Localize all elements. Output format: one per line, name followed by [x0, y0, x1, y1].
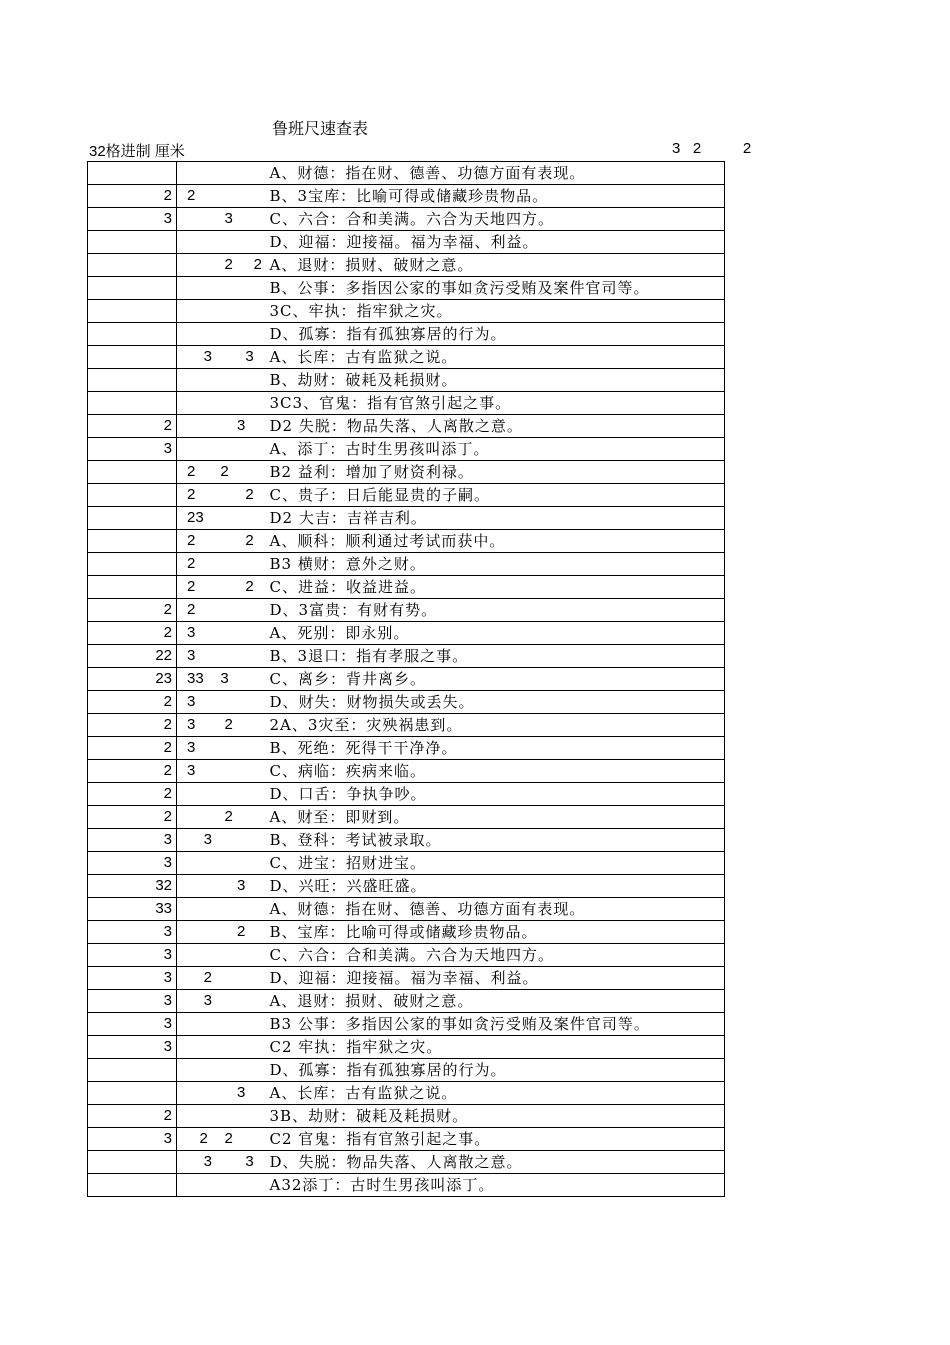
table-cell-c3: B2 益利：增加了财资利禄。	[267, 461, 725, 484]
table-cell-c1: 3	[88, 944, 177, 967]
table-row	[88, 231, 725, 254]
table-cell-c2: 3 3	[177, 1151, 267, 1174]
table-row	[88, 369, 725, 392]
table-row	[88, 1036, 725, 1059]
table-cell-c1	[88, 346, 177, 369]
table-row	[88, 737, 725, 760]
table-row	[88, 300, 725, 323]
table-cell-c3: D、迎福：迎接福。福为幸福、利益。	[267, 231, 725, 254]
table-cell-c1	[88, 392, 177, 415]
table-row	[88, 875, 725, 898]
table-cell-c1: 2	[88, 599, 177, 622]
table-cell-c2	[177, 1174, 267, 1197]
table-row	[88, 507, 725, 530]
table-cell-c1: 3	[88, 990, 177, 1013]
table-cell-c2: 3	[177, 622, 267, 645]
table-cell-c1: 2	[88, 1105, 177, 1128]
table-cell-c3: A、长库：古有监狱之说。	[267, 346, 725, 369]
table-cell-c3: C、进益：收益进益。	[267, 576, 725, 599]
table-cell-c3: 2A、3灾至：灾殃祸患到。	[267, 714, 725, 737]
table-row	[88, 1128, 725, 1151]
table-cell-c2: 3	[177, 760, 267, 783]
table-cell-c3: C、六合：合和美满。六合为天地四方。	[267, 944, 725, 967]
table-cell-c1: 2	[88, 783, 177, 806]
table-cell-c1	[88, 576, 177, 599]
table-cell-c3: A、财德：指在财、德善、功德方面有表现。	[267, 898, 725, 921]
table-cell-c3: A、添丁：古时生男孩叫添丁。	[267, 438, 725, 461]
table-cell-c3: A、退财：损财、破财之意。	[267, 254, 725, 277]
table-row	[88, 852, 725, 875]
table-cell-c2: 3	[177, 737, 267, 760]
table-cell-c2: 2	[177, 806, 267, 829]
table-cell-c1	[88, 553, 177, 576]
table-cell-c2: 2	[177, 967, 267, 990]
table-row	[88, 438, 725, 461]
table-cell-c1: 2	[88, 691, 177, 714]
table-cell-c2: 3	[177, 829, 267, 852]
table-cell-c2: 2 2	[177, 461, 267, 484]
table-cell-c2: 3	[177, 415, 267, 438]
table-cell-c2: 3	[177, 990, 267, 1013]
table-cell-c3: B、劫财：破耗及耗损财。	[267, 369, 725, 392]
table-cell-c1: 23	[88, 668, 177, 691]
table-cell-c3: A32添丁：古时生男孩叫添丁。	[267, 1174, 725, 1197]
table-cell-c1: 3	[88, 921, 177, 944]
table-cell-c2	[177, 1059, 267, 1082]
table-cell-c1: 3	[88, 1128, 177, 1151]
table-cell-c1	[88, 231, 177, 254]
table-cell-c2	[177, 1013, 267, 1036]
luban-table	[87, 161, 725, 1197]
table-cell-c3: A、死别：即永别。	[267, 622, 725, 645]
table-cell-c1: 3	[88, 208, 177, 231]
table-cell-c2	[177, 1036, 267, 1059]
table-cell-c2: 2	[177, 553, 267, 576]
table-row	[88, 576, 725, 599]
table-cell-c2: 23	[177, 507, 267, 530]
table-cell-c3: B、登科：考试被录取。	[267, 829, 725, 852]
table-cell-c3: B、3宝库：比喻可得或储藏珍贵物品。	[267, 185, 725, 208]
table-cell-c2	[177, 277, 267, 300]
table-cell-c2	[177, 898, 267, 921]
table-cell-c2: 3	[177, 208, 267, 231]
table-cell-c3: D、兴旺：兴盛旺盛。	[267, 875, 725, 898]
table-cell-c3: D、财失：财物损失或丢失。	[267, 691, 725, 714]
table-cell-c2: 33 3	[177, 668, 267, 691]
table-cell-c2	[177, 392, 267, 415]
table-cell-c1: 22	[88, 645, 177, 668]
table-cell-c3: A、财德：指在财、德善、功德方面有表现。	[267, 162, 725, 185]
table-cell-c1: 2	[88, 622, 177, 645]
table-cell-c2: 3	[177, 1082, 267, 1105]
table-cell-c1	[88, 507, 177, 530]
table-row	[88, 714, 725, 737]
table-cell-c1	[88, 300, 177, 323]
table-cell-c1	[88, 484, 177, 507]
table-row	[88, 277, 725, 300]
table-cell-c1: 32	[88, 875, 177, 898]
table-cell-c3: C2 官鬼：指有官煞引起之事。	[267, 1128, 725, 1151]
table-cell-c3: B、宝库：比喻可得或储藏珍贵物品。	[267, 921, 725, 944]
table-cell-c2	[177, 783, 267, 806]
table-cell-c3: D2 失脱：物品失落、人离散之意。	[267, 415, 725, 438]
table-cell-c1: 2	[88, 714, 177, 737]
table-cell-c3: B、公事：多指因公家的事如贪污受贿及案件官司等。	[267, 277, 725, 300]
table-cell-c1	[88, 323, 177, 346]
table-row	[88, 346, 725, 369]
table-row	[88, 944, 725, 967]
table-row	[88, 829, 725, 852]
table-cell-c3: A、顺科：顺利通过考试而获中。	[267, 530, 725, 553]
table-cell-c1: 3	[88, 1036, 177, 1059]
table-cell-c2	[177, 944, 267, 967]
table-row	[88, 1151, 725, 1174]
table-cell-c3: C、六合：合和美满。六合为天地四方。	[267, 208, 725, 231]
table-cell-c2: 3	[177, 691, 267, 714]
table-cell-c2: 2	[177, 599, 267, 622]
table-row	[88, 806, 725, 829]
table-row	[88, 990, 725, 1013]
table-cell-c2: 2	[177, 921, 267, 944]
table-cell-c3: C、贵子：日后能显贵的子嗣。	[267, 484, 725, 507]
table-cell-c3: D、迎福：迎接福。福为幸福、利益。	[267, 967, 725, 990]
table-cell-c3: B、3退口：指有孝服之事。	[267, 645, 725, 668]
table-cell-c3: A、长库：古有监狱之说。	[267, 1082, 725, 1105]
table-cell-c2: 2 2	[177, 484, 267, 507]
table-cell-c2: 2 2	[177, 1128, 267, 1151]
table-cell-c1	[88, 277, 177, 300]
table-row	[88, 484, 725, 507]
table-cell-c2: 3 3	[177, 346, 267, 369]
table-cell-c2: 3	[177, 645, 267, 668]
table-cell-c3: C、进宝：招财进宝。	[267, 852, 725, 875]
table-cell-c1: 2	[88, 185, 177, 208]
table-row	[88, 185, 725, 208]
table-cell-c3: B、死绝：死得干干净净。	[267, 737, 725, 760]
table-cell-c3: 3C3、官鬼：指有官煞引起之事。	[267, 392, 725, 415]
table-cell-c1	[88, 1082, 177, 1105]
table-cell-c2	[177, 852, 267, 875]
table-cell-c3: B3 公事：多指因公家的事如贪污受贿及案件官司等。	[267, 1013, 725, 1036]
table-row	[88, 530, 725, 553]
table-cell-c3: A、退财：损财、破财之意。	[267, 990, 725, 1013]
table-row	[88, 783, 725, 806]
table-cell-c2: 3	[177, 875, 267, 898]
table-row	[88, 1013, 725, 1036]
header-numbers: 3 2 2	[672, 140, 752, 157]
table-cell-c3: C、离乡：背井离乡。	[267, 668, 725, 691]
table-row	[88, 461, 725, 484]
table-cell-c1	[88, 369, 177, 392]
table-cell-c1: 3	[88, 1013, 177, 1036]
table-row	[88, 1174, 725, 1197]
table-row	[88, 622, 725, 645]
table-cell-c3: C2 牢执：指牢狱之灾。	[267, 1036, 725, 1059]
table-row	[88, 208, 725, 231]
table-row	[88, 599, 725, 622]
table-cell-c1	[88, 461, 177, 484]
table-cell-c3: D、3富贵：有财有势。	[267, 599, 725, 622]
table-cell-c3: A、财至：即财到。	[267, 806, 725, 829]
table-row	[88, 1105, 725, 1128]
table-cell-c2	[177, 1105, 267, 1128]
table-row	[88, 668, 725, 691]
table-cell-c3: D、孤寡：指有孤独寡居的行为。	[267, 1059, 725, 1082]
table-cell-c2	[177, 369, 267, 392]
table-cell-c2: 2	[177, 185, 267, 208]
table-cell-c2	[177, 323, 267, 346]
table-cell-c3: D、口舌：争执争吵。	[267, 783, 725, 806]
table-cell-c1: 2	[88, 737, 177, 760]
table-cell-c1	[88, 530, 177, 553]
unit-label: 32格进制 厘米	[89, 143, 185, 160]
table-row	[88, 1082, 725, 1105]
table-row	[88, 760, 725, 783]
table-row	[88, 1059, 725, 1082]
table-cell-c2: 3 2	[177, 714, 267, 737]
table-cell-c2	[177, 438, 267, 461]
table-row	[88, 645, 725, 668]
table-cell-c2: 2 2	[177, 576, 267, 599]
table-cell-c2	[177, 231, 267, 254]
table-row	[88, 691, 725, 714]
table-row	[88, 162, 725, 185]
page-title: 鲁班尺速查表	[272, 119, 369, 138]
table-cell-c1: 2	[88, 415, 177, 438]
table-cell-c1	[88, 1059, 177, 1082]
table-cell-c1	[88, 1174, 177, 1197]
table-cell-c3: D、失脱：物品失落、人离散之意。	[267, 1151, 725, 1174]
table-cell-c1	[88, 254, 177, 277]
table-row	[88, 967, 725, 990]
table-row	[88, 898, 725, 921]
table-cell-c3: C、病临：疾病来临。	[267, 760, 725, 783]
table-cell-c3: D2 大吉：吉祥吉利。	[267, 507, 725, 530]
table-cell-c2: 2 2	[177, 254, 267, 277]
table-row	[88, 553, 725, 576]
table-cell-c3: 3C、牢执：指牢狱之灾。	[267, 300, 725, 323]
table-cell-c1: 3	[88, 829, 177, 852]
table-cell-c1: 3	[88, 852, 177, 875]
table-cell-c2	[177, 162, 267, 185]
table-cell-c3: D、孤寡：指有孤独寡居的行为。	[267, 323, 725, 346]
table-cell-c3: B3 横财：意外之财。	[267, 553, 725, 576]
table-row	[88, 254, 725, 277]
table-cell-c2	[177, 300, 267, 323]
table-row	[88, 415, 725, 438]
table-cell-c2: 2 2	[177, 530, 267, 553]
table-cell-c1: 33	[88, 898, 177, 921]
table-cell-c3: 3B、劫财：破耗及耗损财。	[267, 1105, 725, 1128]
table-row	[88, 392, 725, 415]
table-cell-c1: 2	[88, 760, 177, 783]
table-body	[88, 162, 725, 1197]
table-cell-c1: 3	[88, 438, 177, 461]
table-cell-c1: 3	[88, 967, 177, 990]
table-row	[88, 921, 725, 944]
table-cell-c1: 2	[88, 806, 177, 829]
table-cell-c1	[88, 1151, 177, 1174]
table-cell-c1	[88, 162, 177, 185]
table-row	[88, 323, 725, 346]
